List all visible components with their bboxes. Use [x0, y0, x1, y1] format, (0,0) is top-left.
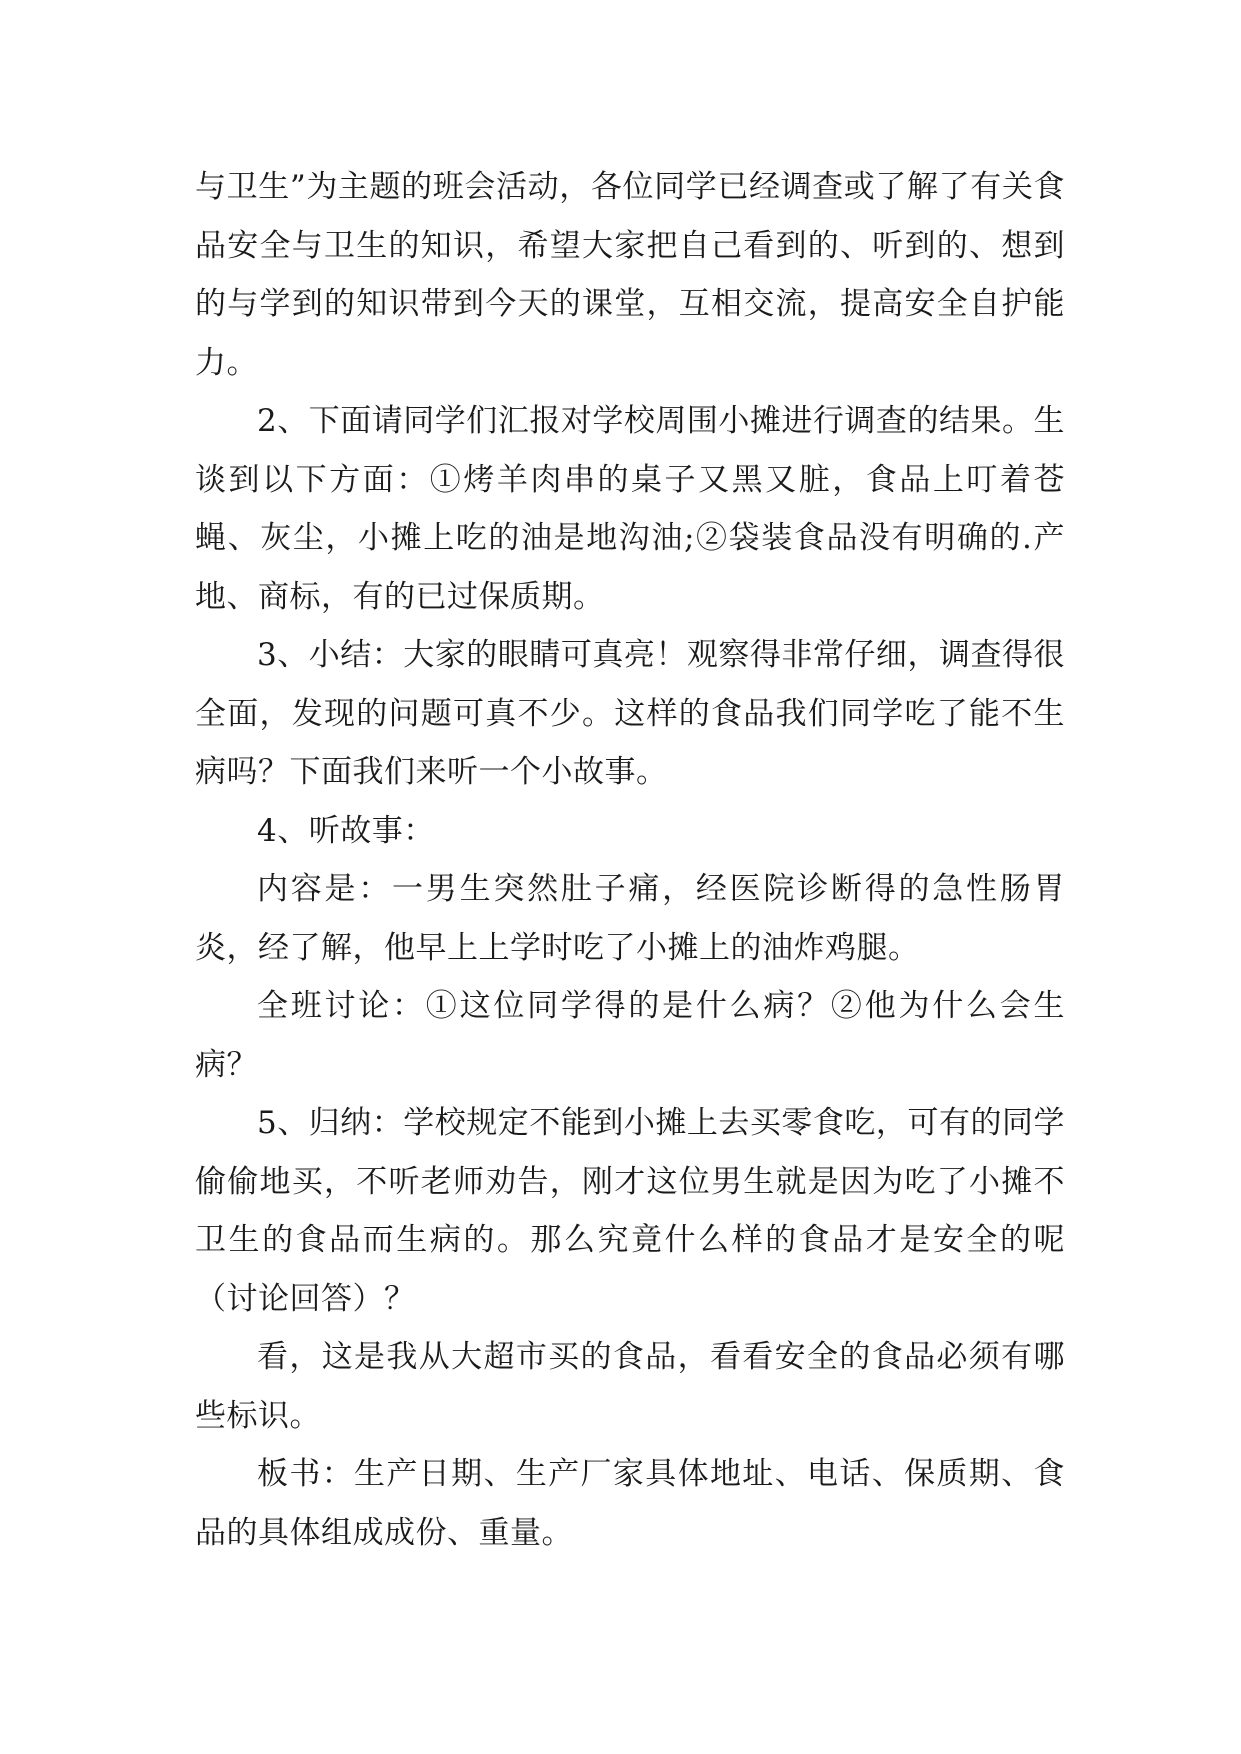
paragraph-class-discussion: 全班讨论：①这位同学得的是什么病？②他为什么会生病？	[195, 988, 1065, 1083]
paragraph-intro: 与卫生”为主题的班会活动，各位同学已经调查或了解了有关食品安全与卫生的知识，希望大家把自己看到的、听到的、想到的与学到的知识带到今天的课堂，互相交流，提高安全自护能力。	[195, 169, 1065, 381]
paragraph-step-3-summary: 3、小结：大家的眼睛可真亮！观察得非常仔细，调查得很全面，发现的问题可真不少。这样的食品我们同学吃了能不生病吗？下面我们来听一个小故事。	[195, 637, 1065, 790]
paragraph-step-4-story: 4、听故事：	[257, 812, 435, 849]
paragraph-step-5-conclusion: 5、归纳：学校规定不能到小摊上去买零食吃，可有的同学偷偷地买，不听老师劝告，刚才这位男生就是因为吃了小摊不卫生的食品而生病的。那么究竟什么样的食品才是安全的呢（讨论回答）？	[195, 1105, 1065, 1317]
document-body	[195, 158, 1065, 1562]
paragraph-blackboard-notes: 板书：生产日期、生产厂家具体地址、电话、保质期、食品的具体组成成份、重量。	[195, 1456, 1065, 1551]
paragraph-story-content: 内容是：一男生突然肚子痛，经医院诊断得的急性肠胃炎，经了解，他早上上学时吃了小摊上的油炸鸡腿。	[195, 871, 1065, 966]
paragraph-supermarket-food: 看，这是我从大超市买的食品，看看安全的食品必须有哪些标识。	[195, 1339, 1065, 1434]
paragraph-step-2-survey-report: 2、下面请同学们汇报对学校周围小摊进行调查的结果。生谈到以下方面：①烤羊肉串的桌子又黑又脏，食品上叮着苍蝇、灰尘，小摊上吃的油是地沟油;②袋装食品没有明确的.产地、商标，有的已过保质期。	[195, 403, 1065, 615]
